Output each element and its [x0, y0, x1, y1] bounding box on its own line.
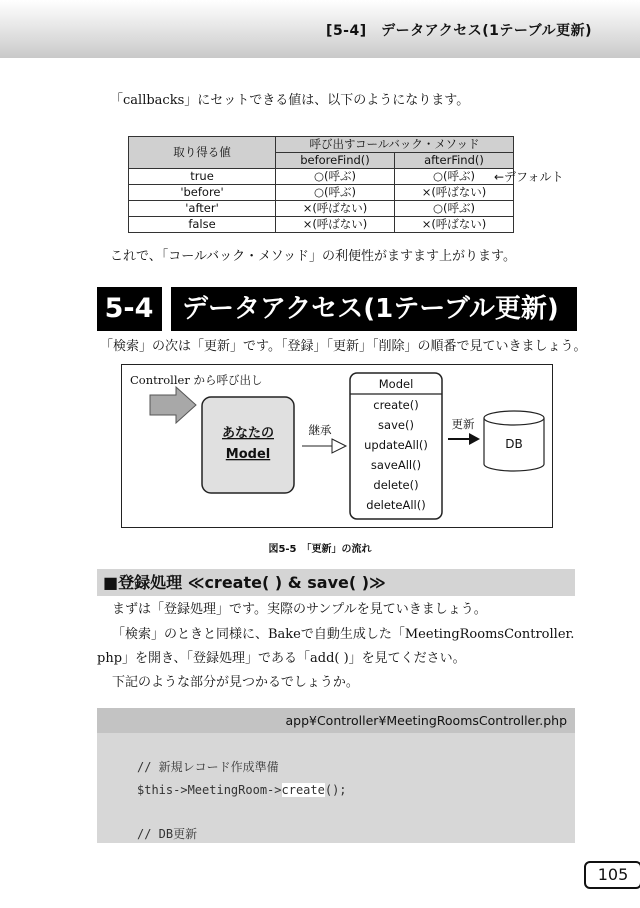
caller-label: Controller から呼び出し	[130, 373, 263, 387]
method-saveall: saveAll()	[370, 458, 422, 472]
caller-arrow-icon	[150, 387, 196, 423]
table-cell: true	[129, 169, 276, 185]
method-create: create()	[373, 398, 419, 412]
update-label: 更新	[451, 417, 475, 431]
sub-header-afterfind: afterFind()	[395, 153, 514, 169]
callbacks-table	[128, 136, 514, 233]
body-line: 下記のような部分が見つかるでしょうか。	[112, 675, 359, 690]
model-label-line1: あなたの	[221, 426, 275, 441]
inherit-arrowhead-icon	[332, 439, 346, 453]
method-updateall: updateAll()	[364, 438, 428, 452]
body-line: 「検索」のときと同様に、Bakeで自動生成した「MeetingRoomsController.	[112, 627, 575, 642]
group-header: 呼び出すコールバック・メソッド	[276, 137, 514, 153]
body-line: まずは「登録処理」です。実際のサンプルを見ていきましょう。	[112, 602, 487, 617]
subsection-heading	[97, 569, 575, 596]
method-save: save()	[378, 418, 414, 432]
code-file-path: app¥Controller¥MeetingRoomsController.php	[285, 713, 567, 728]
running-header	[0, 0, 640, 58]
code-line-create-prefix: $this->MeetingRoom->	[137, 783, 282, 797]
table-cell: 'after'	[129, 201, 276, 217]
table-row	[129, 201, 514, 217]
user-model-box	[202, 397, 294, 493]
table-cell: ○(呼ぶ)	[276, 169, 395, 185]
table-cell: ×(呼ばない)	[276, 201, 395, 217]
subsection-title: ■登録処理 ≪create( ) & save( )≫	[103, 573, 386, 592]
code-line-comment-2: // DB更新	[137, 827, 198, 841]
table-cell: ×(呼ばない)	[276, 217, 395, 233]
table-cell: ×(呼ばない)	[395, 185, 514, 201]
code-line-create-suffix: ();	[324, 783, 347, 797]
section-number: 5-4	[104, 293, 154, 324]
col-header-values: 取り得る値	[129, 137, 276, 169]
table-row	[129, 185, 514, 201]
section-title: データアクセス(1テーブル更新)	[182, 294, 559, 324]
table-cell: ○(呼ぶ)	[276, 185, 395, 201]
class-title: Model	[378, 377, 414, 391]
model-label-line2: Model	[225, 447, 271, 462]
section-divider	[162, 287, 171, 331]
figure-graphics	[122, 365, 552, 527]
table-cell: ×(呼ばない)	[395, 217, 514, 233]
method-deleteall: deleteAll()	[366, 498, 426, 512]
code-line-create	[137, 783, 347, 797]
body-line: php」を開き、「登録処理」である「add( )」を見てください。	[97, 651, 466, 666]
code-block	[97, 708, 575, 843]
code-line-comment-1: // 新規レコード作成準備	[137, 760, 279, 774]
table-row	[129, 217, 514, 233]
code-highlight-create: create	[281, 783, 325, 797]
db-label: DB	[505, 437, 523, 451]
table-row	[129, 169, 514, 185]
header-title: [5-4] データアクセス(1テーブル更新)	[326, 23, 592, 39]
table-cell: ○(呼ぶ)	[395, 201, 514, 217]
default-note: ←デフォルト	[494, 170, 564, 184]
update-arrowhead-icon	[469, 433, 480, 445]
intro-text: 「callbacks」にセットできる値は、以下のようになります。	[110, 93, 470, 108]
update-flow-figure	[121, 364, 553, 528]
sub-header-beforefind: beforeFind()	[276, 153, 395, 169]
page-number: 105	[584, 861, 640, 889]
table-cell: ○(呼ぶ)	[395, 169, 514, 185]
code-file-path-bar	[97, 708, 575, 733]
inherit-label: 継承	[308, 423, 332, 437]
after-table-text: これで、「コールバック・メソッド」の利便性がますます上がります。	[110, 249, 516, 264]
section-lead: 「検索」の次は「更新」です。「登録」「更新」「削除」の順番で見ていきましょう。	[100, 339, 587, 354]
table-cell: false	[129, 217, 276, 233]
figure-caption: 図5-5 「更新」の流れ	[268, 544, 372, 555]
method-delete: delete()	[373, 478, 419, 492]
db-cylinder-top	[484, 411, 544, 425]
table-cell: 'before'	[129, 185, 276, 201]
